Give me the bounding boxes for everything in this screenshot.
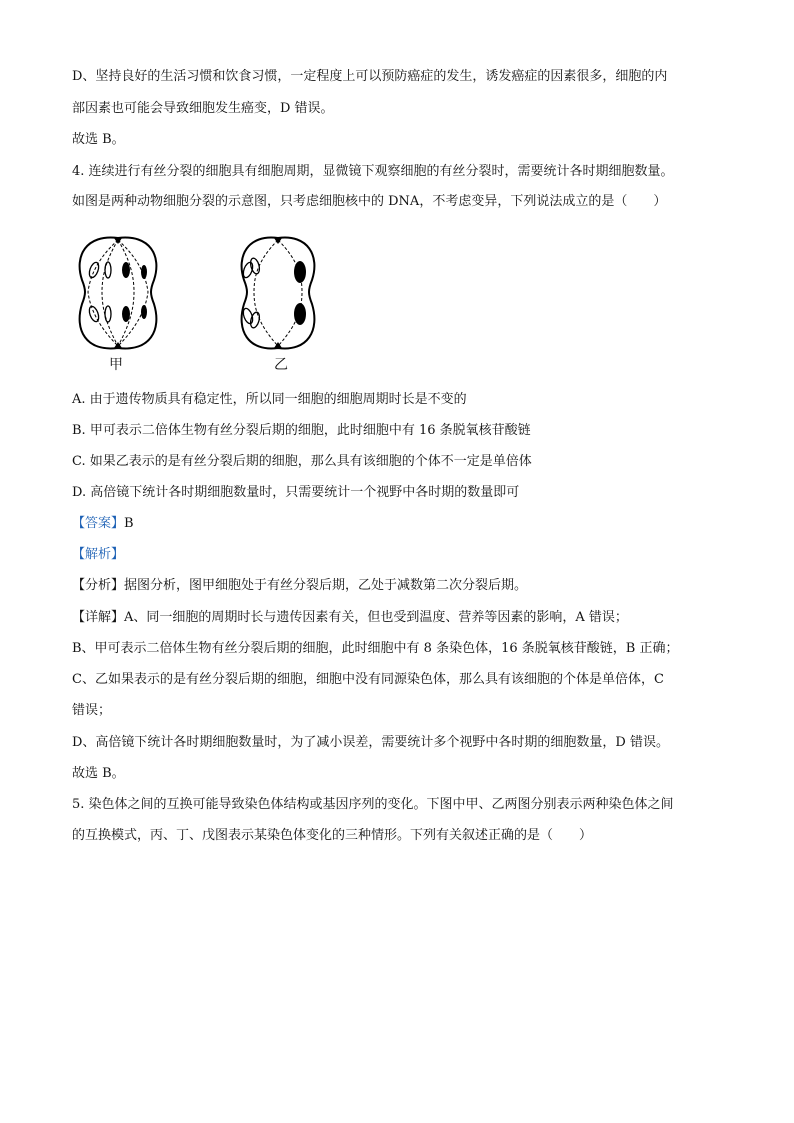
fenxi-tag: 【分析】 (72, 578, 125, 593)
fenxi-line (72, 577, 527, 595)
q4-option-c: C. 如果乙表示的是有丝分裂后期的细胞，那么具有该细胞的个体不一定是单倍体 (72, 454, 532, 469)
answer-tag: 【答案】 (72, 516, 125, 531)
answer-line (72, 515, 134, 533)
q4-option-a: A. 由于遗传物质具有稳定性，所以同一细胞的细胞周期时长是不变的 (72, 392, 467, 407)
q4-stem-line1: 4. 连续进行有丝分裂的细胞具有细胞周期，显微镜下观察细胞的有丝分裂时，需要统计各时期细胞数量。 (72, 164, 674, 179)
prev-option-d-line1: D、坚持良好的生活习惯和饮食习惯，一定程度上可以预防癌症的发生，诱发癌症的因素很多，细胞的内 (72, 69, 668, 84)
analysis-tag: 【解析】 (72, 547, 125, 562)
q4-option-d: D. 高倍镜下统计各时期细胞数量时，只需要统计一个视野中各时期的数量即可 (72, 485, 520, 500)
xiangjie-line (72, 609, 628, 627)
answer-value: B (124, 516, 134, 531)
prev-option-d-line2: 部因素也可能会导致细胞发生癌变，D 错误。 (72, 101, 334, 116)
q4-conclusion: 故选 B。 (72, 766, 125, 781)
prev-conclusion: 故选 B。 (72, 132, 125, 147)
q4-stem-line2: 如图是两种动物细胞分裂的示意图，只考虑细胞核中的 DNA，不考虑变异，下列说法成立的是（ ） (72, 194, 667, 209)
explain-c-line1: C、乙如果表示的是有丝分裂后期的细胞，细胞中没有同源染色体，那么具有该细胞的个体是单倍体，C (72, 672, 664, 687)
xiangjie-text: A、同一细胞的周期时长与遗传因素有关，但也受到温度、营养等因素的影响，A 错误； (124, 610, 628, 625)
label-yi: 乙 (274, 357, 288, 373)
explain-d: D、高倍镜下统计各时期细胞数量时，为了减小误差，需要统计多个视野中各时期的细胞数量，D 错误。 (72, 735, 669, 750)
q5-stem-line1: 5. 染色体之间的互换可能导致染色体结构或基因序列的变化。下图中甲、乙两图分别表示两种染色体之间 (72, 797, 674, 812)
explain-c-line2: 错误； (72, 703, 112, 718)
q5-stem-line2: 的互换模式，丙、丁、戊图表示某染色体变化的三种情形。下列有关叙述正确的是（ ） (72, 828, 593, 843)
label-jia: 甲 (109, 357, 123, 373)
q4-option-b: B. 甲可表示二倍体生物有丝分裂后期的细胞，此时细胞中有 16 条脱氧核苷酸链 (72, 423, 531, 438)
xiangjie-tag: 【详解】 (72, 610, 125, 625)
fenxi-text: 据图分析，图甲细胞处于有丝分裂后期，乙处于减数第二次分裂后期。 (124, 578, 528, 593)
cell-diagram-yi (228, 228, 328, 358)
explain-b: B、甲可表示二倍体生物有丝分裂后期的细胞，此时细胞中有 8 条染色体，16 条脱氧核苷酸链，B 正确； (72, 641, 679, 656)
cell-diagram-jia (68, 228, 168, 358)
